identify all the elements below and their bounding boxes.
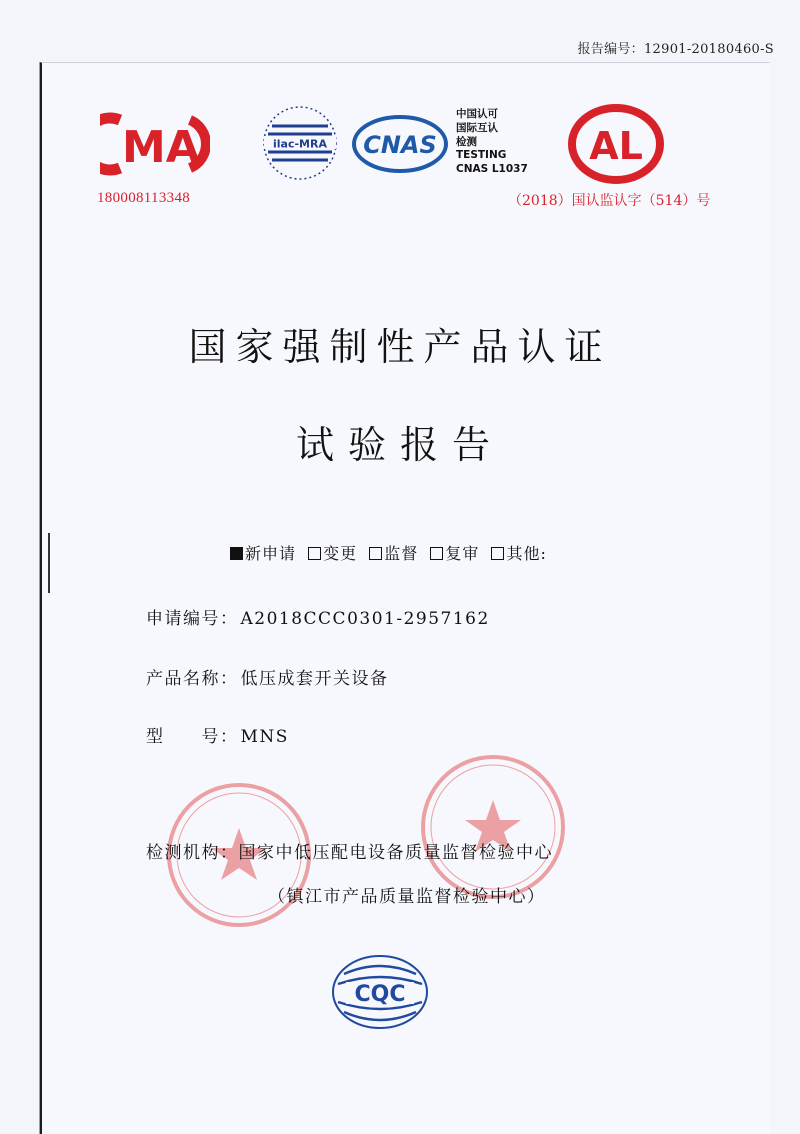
application-type-options bbox=[230, 541, 547, 564]
checkbox-icon bbox=[491, 547, 504, 560]
option-supervision: 监督 bbox=[363, 544, 418, 563]
field-label: 型 号： bbox=[146, 727, 239, 747]
field-label: 产品名称： bbox=[146, 669, 239, 689]
checkbox-icon bbox=[308, 547, 321, 560]
field-value: MNS bbox=[240, 727, 289, 747]
cal-number: （2018）国认监认字（514）号 bbox=[508, 193, 711, 209]
field-label: 申请编号： bbox=[146, 609, 239, 629]
cma-logo bbox=[100, 112, 210, 176]
org-name: 国家中低压配电设备质量监督检验中心 bbox=[238, 843, 553, 863]
product-name-field bbox=[146, 664, 389, 689]
option-new-application: 新申请 bbox=[230, 544, 296, 563]
application-number-field bbox=[146, 604, 490, 629]
model-field bbox=[146, 722, 289, 747]
cal-logo-text: AL bbox=[589, 124, 643, 168]
testing-organization-alt-name: （镇江市产品质量监督检验中心） bbox=[268, 887, 546, 907]
checkbox-icon bbox=[369, 547, 382, 560]
cma-number: 180008113348 bbox=[97, 190, 191, 206]
sub-title: 试验报告 bbox=[295, 423, 504, 467]
option-change: 变更 bbox=[302, 544, 357, 563]
main-title: 国家强制性产品认证 bbox=[188, 325, 612, 369]
binder-mark bbox=[48, 533, 50, 593]
cma-logo-text: MA bbox=[122, 122, 200, 173]
ilac-mra-logo bbox=[258, 104, 342, 182]
org-label: 检测机构： bbox=[146, 843, 239, 863]
ilac-logo-text: ilac-MRA bbox=[273, 137, 327, 151]
field-value: 低压成套开关设备 bbox=[240, 669, 389, 689]
cqc-logo-text: CQC bbox=[354, 982, 406, 1007]
field-value: A2018CCC0301-2957162 bbox=[240, 609, 490, 629]
checkbox-checked-icon bbox=[230, 547, 243, 560]
cnas-accreditation-text: 中国认可 国际互认 检测 TESTING CNAS L1037 bbox=[456, 108, 528, 176]
cnas-logo bbox=[352, 114, 448, 174]
cal-logo bbox=[568, 104, 664, 184]
testing-organization bbox=[146, 838, 553, 863]
checkbox-icon bbox=[430, 547, 443, 560]
cqc-logo bbox=[330, 952, 430, 1032]
cnas-logo-text: CNAS bbox=[363, 131, 437, 159]
option-review: 复审 bbox=[424, 544, 479, 563]
report-number: 报告编号：12901-20180460-S bbox=[577, 42, 774, 57]
option-other: 其他: bbox=[485, 544, 546, 563]
red-seal-stamp bbox=[418, 752, 568, 902]
